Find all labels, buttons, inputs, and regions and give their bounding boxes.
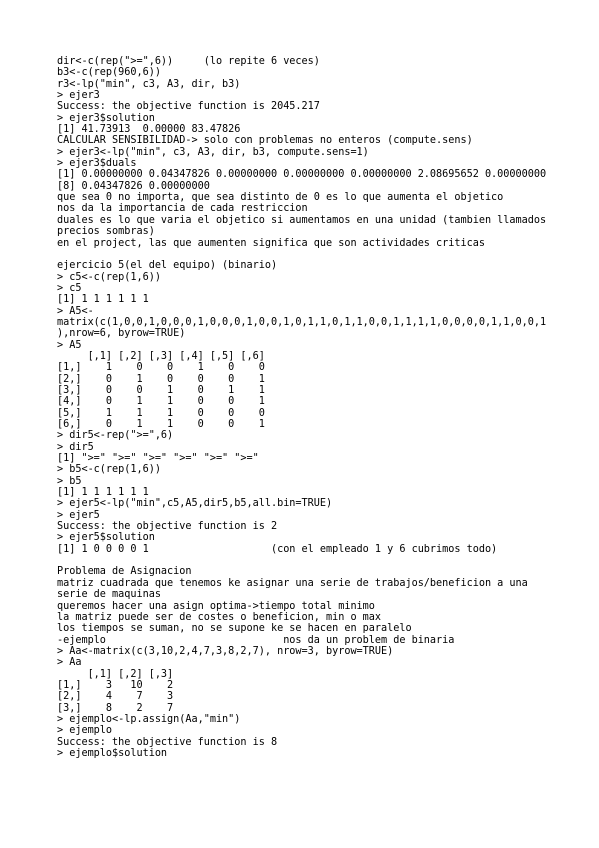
text-line: > A5<- <box>57 305 94 317</box>
text-line <box>57 555 592 566</box>
text-line: > ejer3 <box>57 90 100 102</box>
text-line: matrix(c(1,0,0,1,0,0,0,1,0,0,0,1,0,0,1,0,1,1,0,1,1,0,0,1,1,1,1,0,0,0,0,1,1,0,0,1 <box>57 316 547 328</box>
text-line: los tiempos se suman, no se supone ke se hacen en paralelo <box>57 623 412 635</box>
text-line: precios sombras) <box>57 226 155 238</box>
text-line: r3<-lp("min", c3, A3, dir, b3) <box>57 78 241 90</box>
text-line: [1,] 3 10 2 <box>57 679 174 691</box>
text-line: -ejemplo nos da un problem de binaria <box>57 634 455 646</box>
text-line: Success: the objective function is 2045.217 <box>57 101 320 113</box>
text-line: > ejer5$solution <box>57 532 155 544</box>
text-line: [1] 41.73913 0.00000 83.47826 <box>57 124 241 136</box>
text-line: [8] 0.04347826 0.00000000 <box>57 180 210 192</box>
text-line: > b5<-c(rep(1,6)) <box>57 464 161 476</box>
text-line: la matriz puede ser de costes o beneficion, min o max <box>57 611 382 623</box>
document-body <box>57 56 592 759</box>
text-line: > ejer3<-lp("min", c3, A3, dir, b3, compute.sens=1) <box>57 146 369 158</box>
text-line: > ejer5 <box>57 509 100 521</box>
text-line: ),nrow=6, byrow=TRUE) <box>57 328 186 340</box>
text-line: > Aa <box>57 657 82 669</box>
text-line: [,1] [,2] [,3] [,4] [,5] [,6] <box>57 350 265 362</box>
text-line: > ejer3$duals <box>57 158 137 170</box>
text-line: [1] 1 1 1 1 1 1 <box>57 487 149 499</box>
text-line: > A5 <box>57 339 82 351</box>
text-line: [1] 0.00000000 0.04347826 0.00000000 0.00000000 0.00000000 2.08695652 0.00000000 <box>57 169 547 181</box>
text-line: [,1] [,2] [,3] <box>57 668 174 680</box>
text-line: Problema de Asignacion <box>57 566 192 578</box>
text-line: > Aa<-matrix(c(3,10,2,4,7,3,8,2,7), nrow=3, byrow=TRUE) <box>57 645 394 657</box>
text-line: [2,] 4 7 3 <box>57 691 174 703</box>
text-line: > dir5 <box>57 441 94 453</box>
text-line: matriz cuadrada que tenemos ke asignar una serie de trabajos/beneficion a una <box>57 577 528 589</box>
text-line: [5,] 1 1 1 0 0 0 <box>57 407 265 419</box>
text-line: > ejer3$solution <box>57 112 155 124</box>
text-line: Success: the objective function is 2 <box>57 521 278 533</box>
text-line: > ejemplo<-lp.assign(Aa,"min") <box>57 713 241 725</box>
text-line: [4,] 0 1 1 0 0 1 <box>57 396 265 408</box>
text-line: b3<-c(rep(960,6)) <box>57 67 161 79</box>
text-line: [6,] 0 1 1 0 0 1 <box>57 419 265 430</box>
text-line: [1] ">=" ">=" ">=" ">=" ">=" ">=" <box>57 453 259 465</box>
text-line: dir<-c(rep(">=",6)) (lo repite 6 veces) <box>57 56 320 67</box>
text-line: > c5<-c(rep(1,6)) <box>57 271 161 283</box>
text-line: nos da la importancia de cada restriccion <box>57 203 308 215</box>
text-line: > ejemplo <box>57 725 113 737</box>
text-line: [2,] 0 1 0 0 0 1 <box>57 373 265 385</box>
text-line: [1] 1 0 0 0 0 1 (con el empleado 1 y 6 cubrimos todo) <box>57 543 498 555</box>
text-line: que sea 0 no importa, que sea distinto de 0 es lo que aumenta el objetico <box>57 192 504 204</box>
text-line: serie de maquinas <box>57 589 161 601</box>
text-line: queremos hacer una asign optima->tiempo total minimo <box>57 600 375 612</box>
text-line: > b5 <box>57 475 82 487</box>
text-line: ejercicio 5(el del equipo) (binario) <box>57 260 278 272</box>
text-line: [1] 1 1 1 1 1 1 <box>57 294 149 306</box>
text-line: [3,] 8 2 7 <box>57 702 174 714</box>
text-line: > ejemplo$solution <box>57 747 168 759</box>
text-line: CALCULAR SENSIBILIDAD-> solo con problemas no enteros (compute.sens) <box>57 135 473 147</box>
text-line: [1,] 1 0 0 1 0 0 <box>57 362 265 374</box>
text-line: [3,] 0 0 1 0 1 1 <box>57 384 265 396</box>
text-line: > dir5<-rep(">=",6) <box>57 430 174 442</box>
text-line: > c5 <box>57 282 82 294</box>
text-line <box>57 249 592 260</box>
text-line: en el project, las que aumenten significa que son actividades criticas <box>57 237 485 249</box>
text-line: > ejer5<-lp("min",c5,A5,dir5,b5,all.bin=TRUE) <box>57 498 333 510</box>
text-line: Success: the objective function is 8 <box>57 736 278 748</box>
text-line: duales es lo que varia el objetico si aumentamos en una unidad (tambien llamados <box>57 214 547 226</box>
